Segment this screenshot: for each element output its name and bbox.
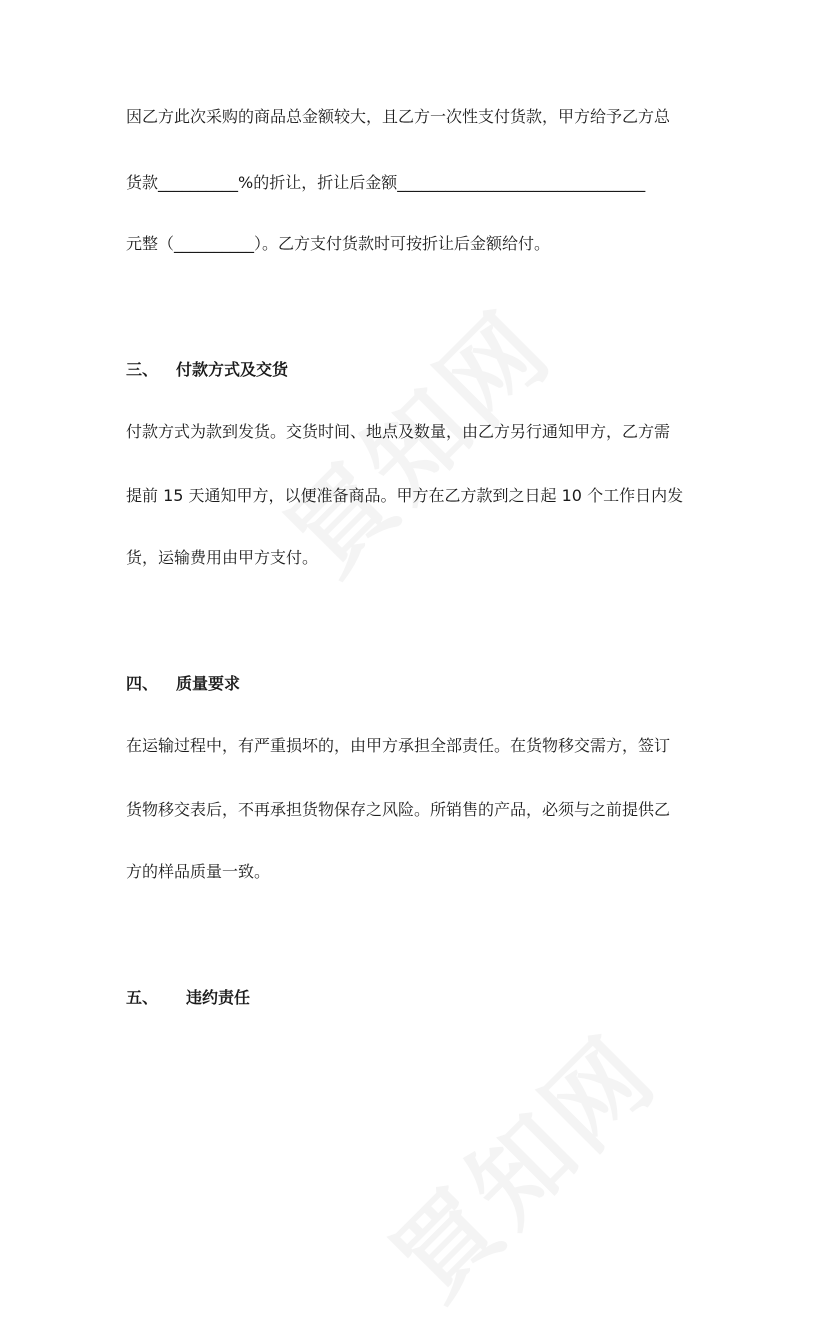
section-heading-5 <box>126 988 250 1008</box>
paragraph-line: 因乙方此次采购的商品总金额较大，且乙方一次性支付货款，甲方给予乙方总 <box>126 107 671 126</box>
section-heading-3 <box>126 360 288 380</box>
paragraph-line: 货款__________%的折让，折让后金额_______________________________ <box>126 173 646 192</box>
paragraph-line: 付款方式为款到发货。交货时间、地点及数量，由乙方另行通知甲方，乙方需 <box>126 422 671 441</box>
section-number: 四、 <box>126 674 159 693</box>
section-number: 五、 <box>126 988 159 1007</box>
paragraph-line: 货物移交表后，不再承担货物保存之风险。所销售的产品，必须与之前提供乙 <box>126 800 671 819</box>
paragraph-line: 提前 15 天通知甲方，以便准备商品。甲方在乙方款到之日起 10 个工作日内发 <box>126 486 684 505</box>
section-heading-4 <box>126 674 240 694</box>
paragraph-line: 方的样品质量一致。 <box>126 862 271 881</box>
paragraph-line: 元整（__________）。乙方支付货款时可按折让后金额给付。 <box>126 234 551 253</box>
section-number: 三、 <box>126 360 159 379</box>
section-title: 质量要求 <box>176 674 241 693</box>
section-title: 违约责任 <box>186 988 251 1007</box>
section-title: 付款方式及交货 <box>176 360 289 379</box>
watermark <box>356 999 683 1325</box>
paragraph-line: 在运输过程中，有严重损坏的，由甲方承担全部责任。在货物移交需方，签订 <box>126 736 671 755</box>
paragraph-line: 货，运输费用由甲方支付。 <box>126 548 319 567</box>
